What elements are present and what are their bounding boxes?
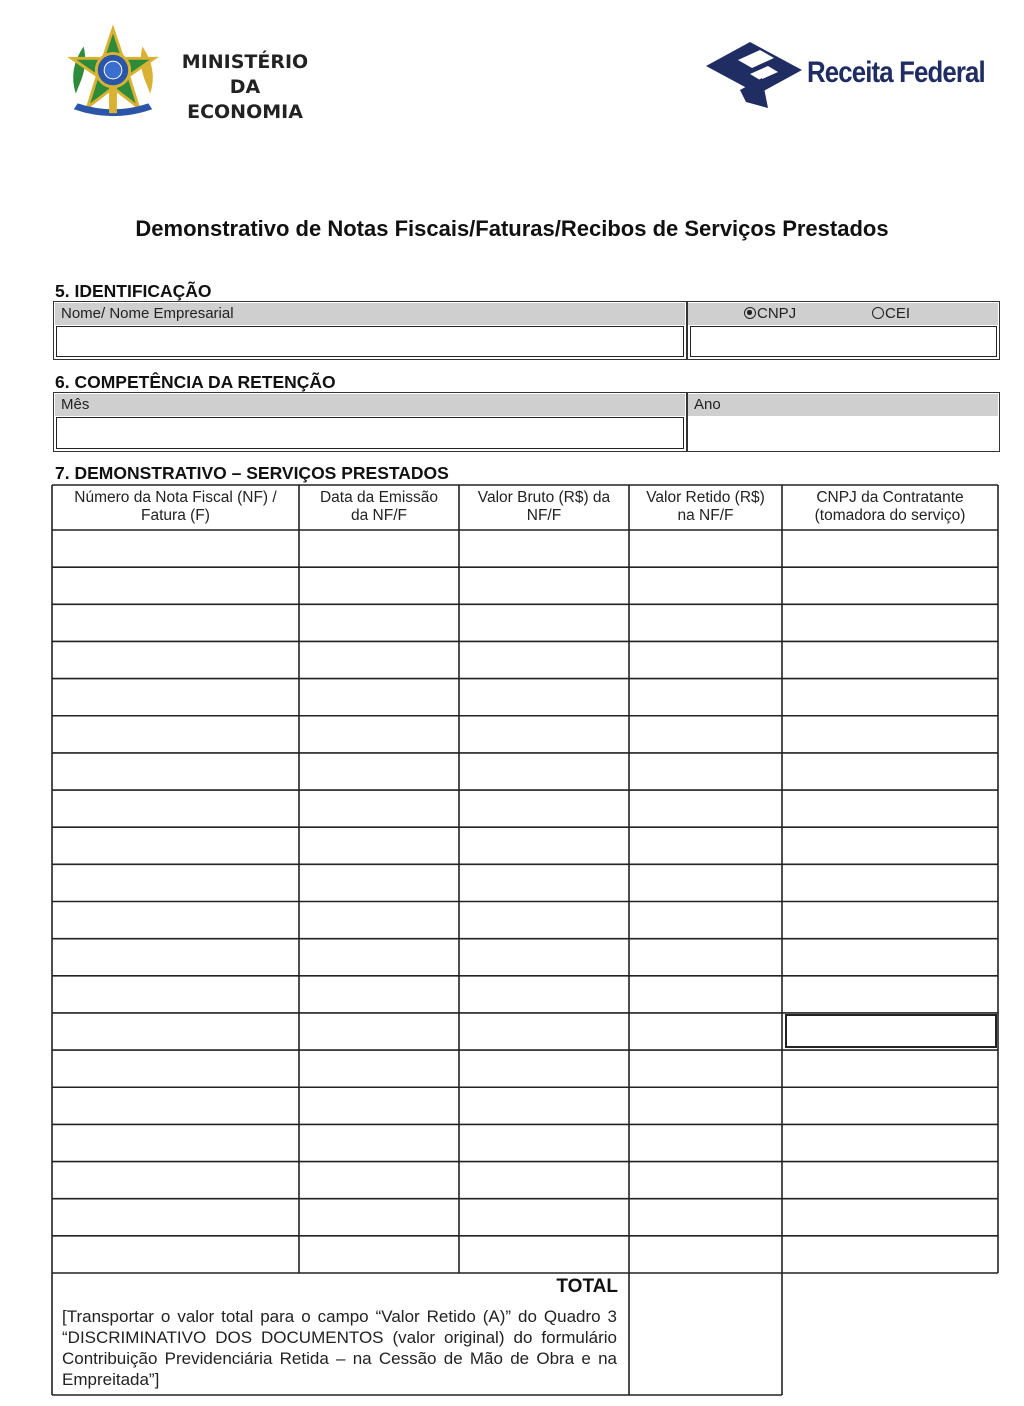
table-cell[interactable] <box>301 941 457 974</box>
divider <box>686 301 688 360</box>
table-cell[interactable] <box>301 829 457 862</box>
table-cell[interactable] <box>631 1015 780 1048</box>
column-header-line: NF/F <box>526 506 562 524</box>
table-cell[interactable] <box>631 941 780 974</box>
table-cell[interactable] <box>461 1089 627 1122</box>
doc-type-bar <box>688 303 998 325</box>
table-cell[interactable] <box>301 606 457 639</box>
divider <box>686 392 688 452</box>
table-cell[interactable] <box>301 643 457 676</box>
radio-cnpj-circle-icon[interactable] <box>744 307 756 319</box>
table-cell[interactable] <box>461 755 627 788</box>
column-header-line: Valor Retido (R$) <box>646 488 765 506</box>
table-cell[interactable] <box>461 718 627 751</box>
table-cell[interactable] <box>784 1126 996 1159</box>
table-cell[interactable] <box>54 978 297 1011</box>
table-cell[interactable] <box>461 532 627 565</box>
table-cell[interactable] <box>631 569 780 602</box>
table-cell[interactable] <box>461 792 627 825</box>
table-cell[interactable] <box>301 1089 457 1122</box>
column-header-line: na NF/F <box>677 506 734 524</box>
column-header-text <box>74 489 276 525</box>
table-cell[interactable] <box>461 904 627 937</box>
table-cell[interactable] <box>461 941 627 974</box>
table-cell[interactable] <box>461 1164 627 1197</box>
table-cell[interactable] <box>54 569 297 602</box>
table-cell[interactable] <box>54 532 297 565</box>
total-note: [Transportar o valor total para o campo “Valor Retido (A)” do Quadro 3 “DISCRIMINATIVO DOS DOCUMENTOS (valor original) do formulário Contribuição Previdenciária Retida – na Cessão de Mão de Obra e na Empreitada”] <box>62 1307 617 1389</box>
document-title: Demonstrativo de Notas Fiscais/Faturas/Recibos de Serviços Prestados <box>135 216 889 241</box>
month-field[interactable] <box>56 417 684 449</box>
column-header-line: CNPJ da Contratante <box>816 488 964 506</box>
table-cell[interactable] <box>301 904 457 937</box>
radio-cnpj[interactable] <box>744 303 796 325</box>
column-header-text <box>646 489 765 525</box>
table-cell[interactable] <box>54 829 297 862</box>
receita-federal-logo-icon <box>704 38 804 110</box>
table-cell[interactable] <box>54 1052 297 1085</box>
table-cell[interactable] <box>301 532 457 565</box>
table-cell[interactable] <box>631 532 780 565</box>
table-cell[interactable] <box>784 941 996 974</box>
table-cell[interactable] <box>54 904 297 937</box>
table-cell[interactable] <box>54 718 297 751</box>
table-cell[interactable] <box>54 1089 297 1122</box>
table-cell[interactable] <box>461 569 627 602</box>
table-cell[interactable] <box>301 718 457 751</box>
table-cell[interactable] <box>784 904 996 937</box>
year-label: Ano <box>688 394 998 416</box>
column-header-line: Valor Bruto (R$) da <box>477 488 611 506</box>
column-header <box>631 487 780 526</box>
ministry-name <box>170 50 320 125</box>
table-cell[interactable] <box>631 829 780 862</box>
month-label: Mês <box>55 394 685 416</box>
table-cell[interactable] <box>784 643 996 676</box>
section-7-title: 7. DEMONSTRATIVO – SERVIÇOS PRESTADOS <box>55 463 449 483</box>
table-cell[interactable] <box>54 792 297 825</box>
table-cell[interactable] <box>784 792 996 825</box>
table-cell[interactable] <box>461 1238 627 1271</box>
table-cell[interactable] <box>301 1201 457 1234</box>
table-cell[interactable] <box>301 1238 457 1271</box>
table-cell[interactable] <box>301 569 457 602</box>
table-cell[interactable] <box>784 718 996 751</box>
table-cell[interactable] <box>54 866 297 899</box>
table-cell[interactable] <box>631 866 780 899</box>
name-field[interactable] <box>56 326 684 357</box>
table-cell[interactable] <box>631 1238 780 1271</box>
column-header-line: da NF/F <box>351 506 407 524</box>
table-cell[interactable] <box>461 1201 627 1234</box>
column-header <box>784 487 996 526</box>
table-cell[interactable] <box>54 643 297 676</box>
table-cell[interactable] <box>784 1201 996 1234</box>
year-field[interactable] <box>690 417 997 450</box>
cnpj-cei-field[interactable] <box>690 326 997 357</box>
radio-cei-label: CEI <box>885 305 911 322</box>
table-cell[interactable] <box>54 606 297 639</box>
table-cell[interactable] <box>461 1126 627 1159</box>
table-cell[interactable] <box>301 1015 457 1048</box>
table-cell[interactable] <box>631 978 780 1011</box>
column-header <box>301 487 457 526</box>
table-cell[interactable] <box>301 1052 457 1085</box>
table-cell[interactable] <box>54 1238 297 1271</box>
table-cell[interactable] <box>301 1164 457 1197</box>
table-cell[interactable] <box>461 1015 627 1048</box>
table-cell[interactable] <box>631 1052 780 1085</box>
table-cell[interactable] <box>784 978 996 1011</box>
table-cell[interactable] <box>54 941 297 974</box>
table-cell[interactable] <box>784 1089 996 1122</box>
table-cell[interactable] <box>54 1164 297 1197</box>
radio-cnpj-label: CNPJ <box>757 305 797 322</box>
table-cell[interactable] <box>631 606 780 639</box>
table-cell[interactable] <box>784 681 996 714</box>
table-cell[interactable] <box>461 866 627 899</box>
table-cell[interactable] <box>631 681 780 714</box>
column-header-text <box>320 489 438 525</box>
table-cell[interactable] <box>301 792 457 825</box>
column-header-line: (tomadora do serviço) <box>814 506 966 524</box>
table-cell[interactable] <box>301 978 457 1011</box>
table-cell[interactable] <box>54 681 297 714</box>
table-cell[interactable] <box>784 569 996 602</box>
table-cell[interactable] <box>631 718 780 751</box>
column-header-line: Data da Emissão <box>319 488 439 506</box>
table-cell[interactable] <box>54 1201 297 1234</box>
name-label: Nome/ Nome Empresarial <box>55 303 685 325</box>
table-cell[interactable] <box>54 755 297 788</box>
column-header <box>461 487 627 526</box>
table-cell[interactable] <box>784 1052 996 1085</box>
table-cell[interactable] <box>461 829 627 862</box>
table-cell[interactable] <box>54 1015 297 1048</box>
table-cell[interactable] <box>631 1201 780 1234</box>
table-cell[interactable] <box>631 643 780 676</box>
table-cell[interactable] <box>631 792 780 825</box>
ministry-line-1: MINISTÉRIO DA <box>181 51 309 98</box>
table-cell[interactable] <box>631 1089 780 1122</box>
table-cell[interactable] <box>461 978 627 1011</box>
agency-name: Receita Federal <box>807 56 985 89</box>
table-cell[interactable] <box>784 755 996 788</box>
brazil-coat-of-arms-icon <box>64 24 162 124</box>
radio-cei[interactable] <box>872 303 910 325</box>
ministry-line-2: ECONOMIA <box>187 101 303 123</box>
column-header-text <box>478 489 610 525</box>
table-cell[interactable] <box>301 866 457 899</box>
total-label: TOTAL <box>556 1276 618 1297</box>
table-cell[interactable] <box>784 532 996 565</box>
column-header <box>54 487 297 526</box>
column-header-text <box>815 489 966 525</box>
radio-cei-circle-icon[interactable] <box>872 307 884 319</box>
column-header-line: Fatura (F) <box>141 506 210 524</box>
table-cell[interactable] <box>301 1126 457 1159</box>
highlighted-cnpj-cell[interactable] <box>785 1014 997 1048</box>
table-cell[interactable] <box>461 681 627 714</box>
table-cell[interactable] <box>461 643 627 676</box>
table-cell[interactable] <box>461 606 627 639</box>
table-cell[interactable] <box>784 606 996 639</box>
table-cell[interactable] <box>631 904 780 937</box>
column-header-line: Número da Nota Fiscal (NF) / <box>74 488 277 506</box>
table-cell[interactable] <box>301 681 457 714</box>
table-cell[interactable] <box>301 755 457 788</box>
table-cell[interactable] <box>631 1126 780 1159</box>
table-cell[interactable] <box>784 829 996 862</box>
table-cell[interactable] <box>54 1126 297 1159</box>
table-cell[interactable] <box>784 1164 996 1197</box>
table-cell[interactable] <box>784 866 996 899</box>
section-6-title: 6. COMPETÊNCIA DA RETENÇÃO <box>55 372 336 392</box>
total-value-field[interactable] <box>630 1273 781 1394</box>
table-cell[interactable] <box>784 1238 996 1271</box>
table-cell[interactable] <box>631 1164 780 1197</box>
section-5-title: 5. IDENTIFICAÇÃO <box>55 281 212 301</box>
table-cell[interactable] <box>461 1052 627 1085</box>
table-cell[interactable] <box>631 755 780 788</box>
